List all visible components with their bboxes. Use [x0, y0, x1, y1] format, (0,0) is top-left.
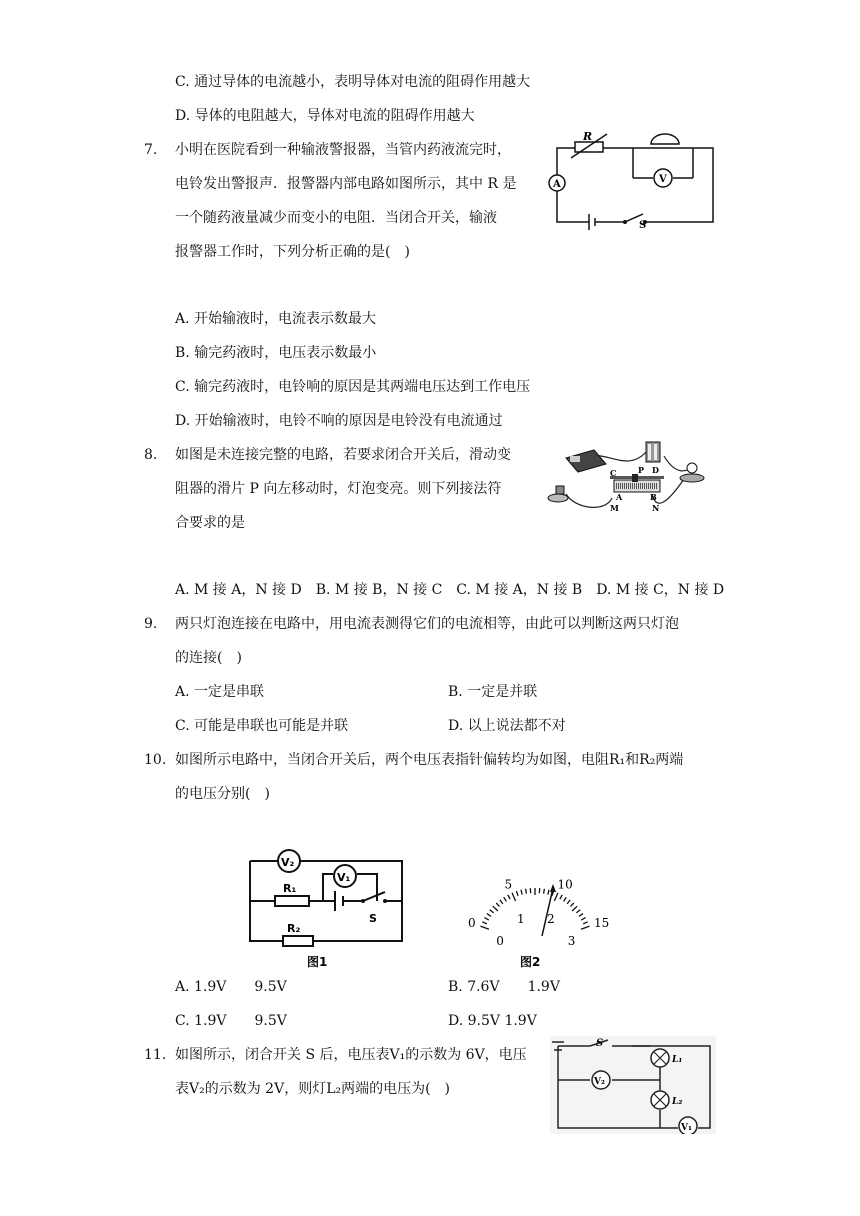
q9-option-c: C. 可能是串联也可能是并联 [175, 718, 349, 734]
q10-option-b: B. 7.6V 1.9V [448, 979, 560, 995]
q11-stem-line-1: 如图所示，闭合开关 S 后，电压表V₁的示数为 6V，电压 [175, 1047, 527, 1063]
q7-circuit-figure [545, 128, 717, 230]
meter-tick [570, 903, 573, 907]
q10-fig1-label-v1: V₁ [337, 871, 351, 884]
q7-option-c: C. 输完药液时，电铃响的原因是其两端电压达到工作电压 [175, 379, 531, 395]
meter-outer-tick-label: 0 [468, 916, 476, 931]
q10-fig1-circuit [245, 846, 410, 971]
meter-tick [484, 918, 488, 920]
q10-option-c: C. 1.9V 9.5V [175, 1013, 287, 1029]
meter-tick [526, 889, 527, 894]
q7-number: 7. [144, 142, 158, 158]
q8-stem-line-1: 如图是未连接完整的电路，若要求闭合开关后，滑动变 [175, 447, 511, 463]
q10-stem-line-1: 如图所示电路中，当闭合开关后，两个电压表指针偏转均为如图，电阻R₁和R₂两端 [175, 752, 684, 768]
meter-outer-tick-label: 10 [557, 877, 573, 892]
meter-tick [493, 906, 498, 911]
q8-circuit-photo-figure [546, 436, 714, 516]
q11-stem-line-2: 表V₂的示数为 2V，则灯L₂两端的电压为( ) [175, 1081, 451, 1097]
q10-fig1-label-r1: R₁ [283, 882, 297, 895]
q10-stem-line-2: 的电压分别( ) [175, 786, 270, 802]
meter-tick [508, 895, 510, 899]
meter-tick [548, 890, 549, 895]
q9-option-d: D. 以上说法都不对 [448, 718, 566, 734]
meter-outer-tick-label: 5 [504, 877, 513, 892]
meter-tick [581, 918, 585, 920]
q10-number: 10. [144, 752, 167, 768]
q8-fig-label-p: P [638, 465, 645, 475]
meter-tick [521, 890, 522, 895]
meter-tick [504, 897, 507, 901]
q9-option-b: B. 一定是并联 [448, 684, 538, 700]
q8-fig-label-a: A [616, 492, 623, 502]
q8-stem-line-2: 阻器的滑片 P 向左移动时，灯泡变亮。则下列接法符 [175, 481, 502, 497]
meter-tick [544, 889, 545, 894]
q11-fig-label-s: S [596, 1038, 604, 1049]
meter-tick [480, 926, 488, 929]
q9-stem-line-1: 两只灯泡连接在电路中，用电流表测得它们的电流相等，由此可以判断这两只灯泡 [175, 616, 679, 632]
meter-tick [512, 893, 516, 901]
meter-tick [500, 900, 503, 904]
q7-stem-line-4: 报警器工作时，下列分析正确的是( ) [175, 244, 410, 260]
q7-stem-line-2: 电铃发出警报声．报警器内部电路如图所示，其中 R 是 [175, 176, 517, 192]
q7-fig-label-v: V [659, 174, 667, 185]
q7-option-d: D. 开始输液时，电铃不响的原因是电铃没有电流通过 [175, 413, 503, 429]
q6-option-c: C. 通过导体的电流越小，表明导体对电流的阻碍作用越大 [175, 74, 531, 90]
q8-stem-line-3: 合要求的是 [175, 515, 245, 531]
meter-inner-tick-label: 0 [496, 934, 504, 949]
meter-tick [560, 895, 562, 899]
q11-circuit-figure [550, 1036, 716, 1134]
meter-tick [576, 910, 580, 913]
meter-outer-tick-label: 15 [593, 916, 610, 931]
q10-fig2-caption: 图2 [520, 955, 541, 969]
q7-option-b: B. 输完药液时，电压表示数最小 [175, 345, 377, 361]
meter-tick [554, 893, 558, 901]
q11-fig-label-v1: V₁ [681, 1123, 692, 1133]
q9-stem-line-2: 的连接( ) [175, 650, 242, 666]
q7-option-a: A. 开始输液时，电流表示数最大 [175, 311, 377, 327]
q8-fig-label-n: N [652, 503, 660, 513]
q8-number: 8. [144, 447, 158, 463]
q10-option-a: A. 1.9V 9.5V [175, 979, 287, 995]
meter-tick [567, 900, 570, 904]
meter-tick [579, 914, 583, 917]
q7-fig-label-a: A [553, 179, 561, 190]
q7-fig-label-r: R [583, 130, 593, 143]
meter-tick [516, 891, 518, 896]
meter-inner-tick-label: 3 [567, 934, 576, 949]
q7-stem-line-3: 一个随药液量减少而变小的电阻．当闭合开关，输液 [175, 210, 497, 226]
meter-tick [583, 922, 588, 924]
meter-inner-tick-label: 2 [547, 912, 555, 927]
q9-number: 9. [144, 616, 158, 632]
q8-fig-label-m: M [610, 503, 619, 513]
q11-fig-label-l2: L₂ [672, 1097, 683, 1107]
q11-fig-label-v2: V₂ [594, 1077, 605, 1087]
meter-tick [581, 926, 589, 929]
q11-fig-label-l1: L₁ [672, 1055, 683, 1065]
q7-fig-label-s: S [639, 220, 647, 230]
q8-fig-label-d: D [652, 465, 659, 475]
q10-fig1-label-s: S [369, 912, 377, 925]
q9-option-a: A. 一定是串联 [175, 684, 265, 700]
meter-tick [482, 922, 487, 924]
q7-stem-line-1: 小明在医院看到一种输液警报器，当管内药液流完时， [175, 142, 511, 158]
q10-fig1-label-v2: V₂ [281, 856, 295, 869]
meter-tick [490, 910, 494, 913]
q11-number: 11. [144, 1047, 167, 1063]
q8-fig-label-c: C [610, 468, 617, 478]
meter-tick [487, 914, 491, 917]
q8-options: A. M 接 A，N 接 D B. M 接 B，N 接 C C. M 接 A，N 接 B D. M 接 C，N 接 D [175, 582, 725, 598]
q8-fig-label-b: B [650, 492, 657, 502]
q10-option-d: D. 9.5V 1.9V [448, 1013, 537, 1029]
q10-fig1-label-r2: R₂ [287, 922, 301, 935]
meter-tick [572, 906, 577, 911]
q10-fig2-voltmeter-dial [450, 846, 620, 971]
meter-tick [496, 903, 499, 907]
q6-option-d: D. 导体的电阻越大，导体对电流的阻碍作用越大 [175, 108, 475, 124]
meter-tick [564, 897, 567, 901]
q10-fig1-caption: 图1 [307, 955, 328, 969]
meter-inner-tick-label: 1 [516, 912, 525, 927]
